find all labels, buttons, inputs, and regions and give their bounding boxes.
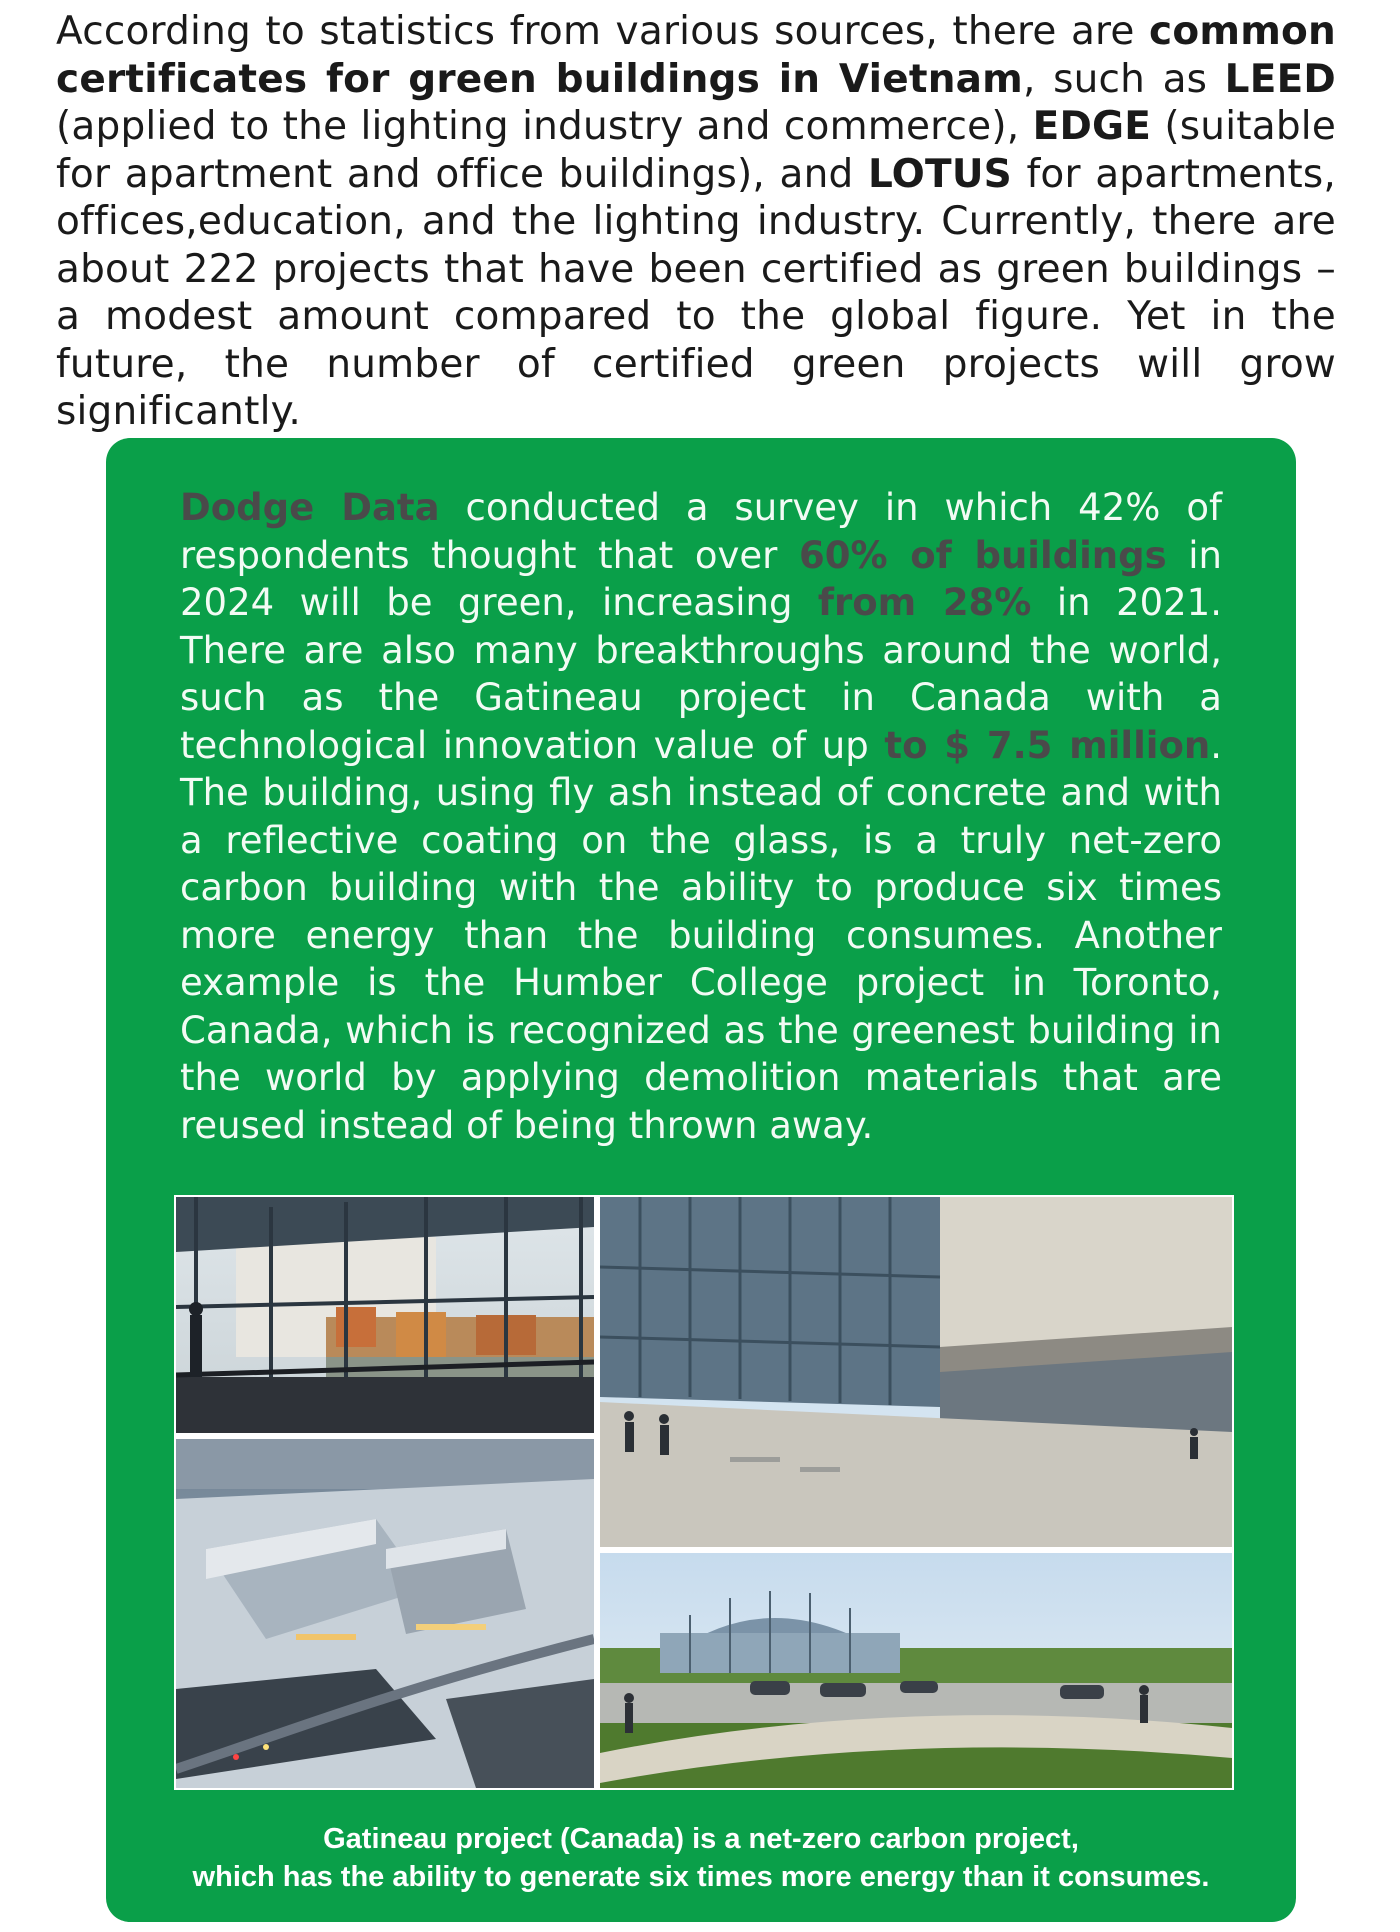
- highlight-60-percent: 60% of buildings: [798, 533, 1167, 577]
- courtyard-facade-photo: [600, 1197, 1232, 1547]
- intro-text-4: (suitable for apartment and office buildings), and: [56, 104, 1337, 197]
- survey-text-2: in 2024 will be green, increasing: [180, 533, 1222, 624]
- intro-bold-certificates: common certificates for green buildings in Vietnam: [56, 9, 1336, 102]
- highlight-7-5-million: to $ 7.5 million: [884, 723, 1211, 767]
- caption-line-2: which has the ability to generate six times more energy than it consumes.: [192, 1861, 1210, 1893]
- exterior-parking-photo: [600, 1553, 1232, 1788]
- photo-caption: [106, 1820, 1296, 1896]
- caption-line-1: Gatineau project (Canada) is a net-zero carbon project,: [323, 1823, 1079, 1855]
- intro-text-1: According to statistics from various sources, there are: [56, 9, 1150, 54]
- survey-paragraph: [180, 484, 1222, 1149]
- survey-text-1: conducted a survey in which 42% of respondents thought that over: [180, 486, 1222, 577]
- survey-text-4: . The building, using fly ash instead of concrete and with a reflective coating on the glass, is a truly net-zero carbon building with the ability to produce six times more energy than the building consumes. Another example is the Humber College project in Toronto, Canada, which is recognized as the greenest building in the world by applying demolition materials that are reused instead of being thrown away.: [180, 723, 1222, 1147]
- aerial-winter-photo: [176, 1439, 594, 1788]
- intro-text-5: for apartments, offices,education, and the lighting industry. Currently, there are about 222 projects that have been certified as green buildings – a modest amount compared to the global figure. Yet in the future, the number of certified green projects will grow significantly.: [56, 151, 1337, 434]
- intro-bold-leed: LEED: [1224, 56, 1336, 102]
- intro-text-3: (applied to the lighting industry and commerce),: [56, 104, 1033, 149]
- intro-text-2: , such as: [1023, 56, 1225, 102]
- highlight-dodge-data: Dodge Data: [180, 486, 440, 529]
- intro-paragraph: [56, 8, 1336, 436]
- green-info-box: [106, 438, 1296, 1922]
- interior-atrium-photo: [176, 1197, 594, 1433]
- survey-text-3: in 2021. There are also many breakthroughs around the world, such as the Gatineau project in Canada with a technological innovation value of up: [180, 581, 1222, 767]
- highlight-28-percent: from 28%: [817, 581, 1032, 624]
- photo-collage: [174, 1195, 1234, 1790]
- intro-bold-lotus: LOTUS: [868, 151, 1012, 197]
- intro-bold-edge: EDGE: [1032, 104, 1152, 149]
